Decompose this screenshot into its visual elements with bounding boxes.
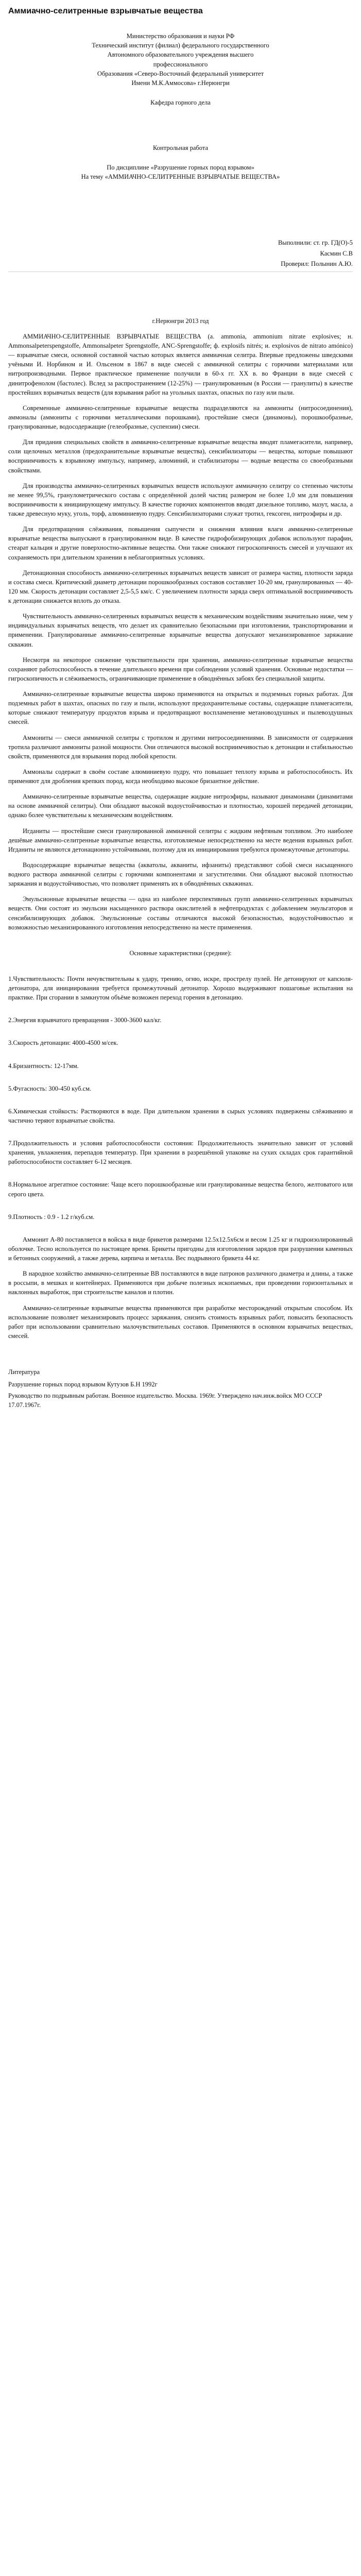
property-item — [8, 1107, 353, 1125]
body-paragraph: Для придания специальных свойств в аммиачно-селитренные взрывчатые вещества вводят пламегасители, например, соли щелочных металлов (предохранительные взрывчатые вещества), сенсибилизаторы — вещества, которые повышают восприимчивость к взрывному импульсу, например, алюминий, и стабилизаторы — водные вещества со своеобразными свойствами. — [8, 438, 353, 474]
body-text — [8, 332, 353, 932]
property-number: 5. — [8, 1084, 13, 1092]
work-type: Контрольная работа — [152, 144, 209, 152]
body-paragraph: АММИАЧНО-СЕЛИТРЕННЫЕ ВЗРЫВЧАТЫЕ ВЕЩЕСТВА (а. ammonia, ammonium nitrate explosives; н. Ammonsalpeterspengstoffe, Ammonsalpeter Sprengstoffe, ANC-Sprengstoffe; ф. explosifs nitrés; и. explosivos de nitrato amónico) — взрывчатые смеси, основной составной частью которых является аммиачная селитра. Впервые предложены шведскими учёными И. Норбином и И. Ольсеном в 1867 в виде смесей с аммиачной селитры с горючими материалами или нитропроизводными. Первое практическое применение получили в 60-х гг. XX в. во Франции в виде смесей с динитрофенолом (бастолес). Вслед за распространением (12-25%) — гранулированным (в России — гранулиты) в качестве простейших взрывчатых веществ (для взрывания работ на угольных шахтах, опасных по газу или пыли. — [8, 332, 353, 396]
property-text: Фугасность: 300-450 куб.см. — [13, 1084, 92, 1092]
body-paragraph: Аммиачно-селитренные взрывчатые вещества, содержащие жидкие нитроэфиры, называют динамонами (динамитами на основе аммиачной селитры). Они обладают высокой водоустойчивостью и плотностью, хорошей передачей детонации, однако более чувствительны к механическим воздействиям. — [8, 793, 353, 819]
signers-block — [8, 238, 353, 268]
property-number: 3. — [8, 1039, 13, 1047]
literature-item: Разрушение горных пород взрывом Кутузов Б.Н 1992г — [8, 1381, 158, 1388]
property-item — [8, 1061, 353, 1071]
student-name: Касмин С.В — [320, 249, 353, 257]
body-paragraph: Игданиты — простейшие смеси гранулированной аммиачной селитры с жидким нефтяным топливом. Это наиболее дешёвые аммиачно-селитренные взрывчатые вещества, изготовляемые непосредственно на месте ведения взрывных работ. Игданиты не являются детонационно устойчивыми, поэтому для их инициирования требуются промежуточные детонаторы. — [8, 827, 353, 853]
body-paragraph: Современные аммиачно-селитренные взрывчатые вещества подразделяются на аммониты (нитросоединения), аммоналы (аммониты с горючими металлическими порошками), простейшие смеси (динамоны), порошкообразные, гранулированные, водосодержащие (гелеобразные, суспензии) смеси. — [8, 404, 353, 431]
closing-paragraph: Аммонит А-80 поставляется в войска в виде брикетов размерами 12.5x12.5x6см и весом 1.25 кг и гидроизолированный оболочке. Тесно используется по настоящее время. Брикеты пригодны для изготовления зарядов при разрушении каменных и бетонных сооружений, а также дерева, кирпича и металла. Вес подрывного брикета 44 кг. — [8, 1235, 353, 1262]
property-text: Чувствительность: Почти нечувствительны к удару, трению, огню, искре, прострелу пулей. Не детонируют от капсюля-детонатора, для инициирования требуется промежуточный детонатор. Хорошо выдерживают пошаговые испытания на практике. При сгорании в замкнутом объёме возможен переход горения в детонацию. — [8, 975, 353, 1002]
property-number: 2. — [8, 1016, 13, 1024]
document-title: Аммиачно-селитренные взрывчатые вещества — [8, 7, 203, 15]
institution-line-3: Автономного образовательного учреждения высшего — [107, 51, 254, 59]
property-item — [8, 1180, 353, 1198]
body-paragraph: Аммониты — смеси аммиачной селитры с тротилом и другими нитросоединениями. В зависимости от содержания тротила различают аммониты разной мощности. Они отличаются высокой восприимчивостью к детонации и стабильностью свойств, применяются для взрывания пород любой крепости. — [8, 734, 353, 760]
topic-line: На тему «АММИАЧНО-СЕЛИТРЕННЫЕ ВЗРЫВЧАТЫЕ ВЕЩЕСТВА» — [81, 173, 280, 181]
performed-by: Выполнили: ст. гр. ГД(О)-5 — [278, 239, 353, 247]
property-item — [8, 1015, 353, 1025]
literature-section — [8, 1367, 353, 1410]
university-line: Образования «Северо-Восточный федеральный университет — [97, 70, 264, 77]
body-paragraph: Детонационная способность аммиачно-селитренных взрывчатых веществ зависит от размера частиц, плотности заряда и состава смеси. Критический диаметр детонации порошкообразных составов составляет 10-20 мм, гранулированных — 40-120 мм. Скорость детонации составляет 2,5-5,5 км/с. С увеличением плотности заряда сверх оптимальной восприимчивость к детонации снижается вплоть до отказа. — [8, 569, 353, 605]
body-paragraph: Для предотвращения слёживания, повышения сыпучести и снижения влияния влаги аммиачно-селитренные взрывчатые вещества выпускают в гранулированном виде. В качестве гидрофобизирующих добавок используют парафин, стеарат кальция и другие поверхностно-активные вещества. Они также снижают гигроскопичность смесей и улучшают их сохраняемость при длительном хранении в неблагоприятных условиях. — [8, 526, 353, 561]
property-number: 9. — [8, 1213, 13, 1221]
literature-item: Руководство по подрывным работам. Военное издательство. Москва. 1969г. Утверждено нач.инж.войск МО СССР 17.07.1967г. — [8, 1392, 322, 1409]
body-paragraph: Чувствительность аммиачно-селитренных взрывчатых веществ к механическим воздействиям значительно ниже, чем у индивидуальных взрывчатых веществ, что делает их сравнительно безопасными при изготовлении, транспортировании и применении. Гранулированные аммиачно-селитренные взрывчатые вещества допускают механизированное заряжание скважин. — [8, 613, 353, 648]
body-paragraph: Водосодержащие взрывчатые вещества (акватолы, акваниты, ифзаниты) представляют собой смеси насыщенного водного раствора аммиачной селитры с горючими компонентами и загустителями. Они обладают высокой плотностью заряжания и водоустойчивостью, что позволяет применять их в обводнённых скважинах. — [8, 861, 353, 888]
property-number: 8. — [8, 1181, 13, 1189]
literature-title: Литература — [8, 1368, 40, 1376]
property-text: Бризантность: 12-17мм. — [13, 1062, 79, 1070]
institute-line: Технический институт (филиал) федерального государственного — [92, 42, 269, 49]
property-number: 1. — [8, 975, 13, 982]
property-text: Энергия взрывчатого превращения - 3000-3600 кал/кг. — [13, 1016, 162, 1024]
property-text: Химическая стойкость: Растворяются в воде. При длительном хранении в сырых условиях подвержены слёживанию и частично теряют взрывчатые свойства. — [8, 1107, 353, 1124]
properties-title: Основные характеристики (средние): — [129, 949, 232, 957]
body-paragraph: Аммиачно-селитренные взрывчатые вещества широко применяются на открытых и подземных горных работах. Для подземных работ в шахтах, опасных по газу и пыли, используют предохранительные составы, содержащие пламегасители, которые снижают температуру продуктов взрыва и предотвращают воспламенение метановоздушных и пылевоздушных смесей. — [8, 690, 353, 726]
property-text: Скорость детонации: 4000-4500 м/сек. — [13, 1039, 118, 1047]
properties-list — [8, 974, 353, 1222]
property-number: 7. — [8, 1140, 13, 1147]
city-year: г.Нерюнгри 2013 год — [152, 317, 209, 325]
property-text: Нормальное агрегатное состояние: Чаще всего порошкообразные или гранулированные вещества белого, желтоватого или серого цвета. — [8, 1181, 353, 1198]
body-paragraph: Аммоналы содержат в своём составе алюминиевую пудру, что повышает теплоту взрыва и работоспособность. Их применяют для дробления крепких пород, когда необходимо высокое бризантное действие. — [8, 768, 353, 785]
property-number: 4. — [8, 1062, 13, 1070]
institution-header — [8, 31, 353, 181]
ministry-line: Министерство образования и науки РФ — [126, 32, 235, 40]
property-text: Продолжительность и условия работоспособности состояния: Продолжительность значительно зависит от условий хранения, увлажнения, перепадов температур. При хранении в разрешённой упаковке на сухих складах срок гарантийной работоспособности составляет 6-12 месяцев. — [8, 1140, 353, 1166]
literature-list — [8, 1380, 353, 1410]
property-item — [8, 1038, 353, 1047]
body-paragraph: Несмотря на некоторое снижение чувствительности при хранении, аммиачно-селитренные взрывчатые вещества сохраняют работоспособность в течение длительного времени при соблюдении условий хранения. Основные недостатки — гигроскопичность и слёживаемость, ограничивающие применение в обводнённых забоях без специальной защиты. — [8, 656, 353, 682]
body-paragraph: Эмульсионные взрывчатые вещества — одна из наиболее перспективных групп аммиачно-селитренных взрывчатых веществ. Они состоят из эмульсии насыщенного раствора окислителей в нефтепродуктах с добавлением эмульгаторов и сенсибилизирующих добавок. Эмульсионные составы отличаются высокой безопасностью, водоустойчивостью и возможностью механизированного изготовления непосредственно на месте применения. — [8, 895, 353, 931]
university-name-line: Имени М.К.Аммосова» г.Нерюнгри — [131, 79, 230, 87]
property-number: 6. — [8, 1107, 13, 1115]
body-paragraph: Для производства аммиачно-селитренных взрывчатых веществ используют аммиачную селитру со степенью чистоты не менее 99,5%, гранулометрического состава с определённой долей частиц размером не более 1,0 мм для повышения восприимчивости к инициирующему импульсу. В качестве горючих компонентов вводят дизельное топливо, мазут, масла, а также древесную муку, уголь, торф, алюминиевую пудру. Сенсибилизаторами служат тротил, гексоген, нитроэфиры и др. — [8, 482, 353, 518]
closing-text — [8, 1235, 353, 1341]
checked-by: Проверил: Полынин А.Ю. — [281, 260, 353, 267]
property-item — [8, 1139, 353, 1166]
property-item — [8, 1084, 353, 1093]
discipline-line: По дисциплине «Разрушение горных пород взрывом» — [107, 164, 254, 172]
property-text: Плотность : 0.9 - 1.2 г/куб.см. — [13, 1213, 95, 1221]
institution-line-4: профессионального — [153, 60, 208, 68]
closing-paragraph: В народное хозяйство аммиачно-селитренные ВВ поставляются в виде патронов различного диаметра и длины, а также в россыпи, в мешках и контейнерах. Применяются при добыче полезных ископаемых, при проведении горизонтальных и наклонных выработок, при строительстве каналов и плотин. — [8, 1270, 353, 1296]
property-item — [8, 974, 353, 1002]
closing-paragraph: Аммиачно-селитренные взрывчатые вещества применяются при разработке месторождений открытым способом. Их использование позволяет механизировать процесс заряжания, снизить стоимость взрывных работ, повысить безопасность работ при использовании сравнительно малочувствительных составов. Применяются в основном взрывчатых веществах, смесей. — [8, 1304, 353, 1340]
property-item — [8, 1212, 353, 1222]
department-name: Кафедра горного дела — [150, 98, 211, 106]
